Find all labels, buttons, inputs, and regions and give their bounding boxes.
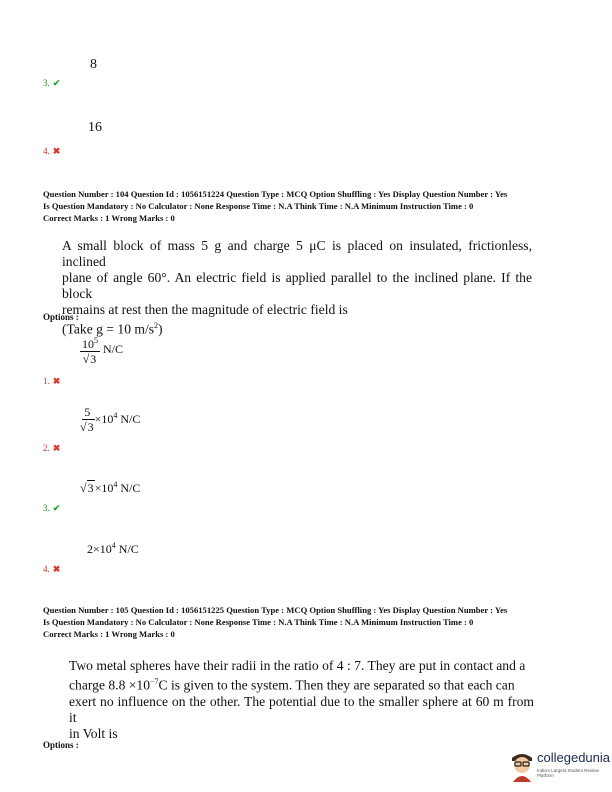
check-icon: ✔ xyxy=(52,503,61,513)
numerator: 5 xyxy=(84,405,91,419)
mascot-icon xyxy=(509,748,535,782)
q104-options-heading: Options : xyxy=(43,312,79,322)
q104-text-line3: remains at rest then the magnitude of electric field is xyxy=(62,302,348,317)
unit: N/C xyxy=(118,542,139,556)
cross-icon: ✖ xyxy=(52,564,61,574)
sqrt-symbol: √3 xyxy=(80,420,94,434)
q104-meta xyxy=(43,188,583,224)
q105-text-line2-post: C is given to the system. Then they are separated so that each can xyxy=(158,677,515,693)
prev-option-4-label xyxy=(43,146,60,157)
fraction xyxy=(80,406,95,434)
collegedunia-logo xyxy=(509,748,609,784)
q104-text-line1: A small block of mass 5 g and charge 5 μC is placed on insulated, frictionless, inclined xyxy=(62,238,532,269)
q104-text-line4 xyxy=(62,318,532,338)
q105-meta-line3: Correct Marks : 1 Wrong Marks : 0 xyxy=(43,629,175,639)
q104-option-1-value xyxy=(80,334,123,366)
q105-text-line3: exert no influence on the other. The potential due to the smaller sphere at 60 m from it xyxy=(69,693,534,725)
q104-text-line4-sup: 2 xyxy=(154,321,159,330)
unit: N/C xyxy=(103,341,124,356)
q105-text-line1: Two metal spheres have their radii in the ratio of 4 : 7. They are put in contact and a xyxy=(69,658,526,673)
fraction xyxy=(80,334,100,366)
brand-name: collegedunia xyxy=(537,750,611,765)
option-number: 4. xyxy=(43,564,50,574)
exponent: 5 xyxy=(94,336,98,345)
numerator: 10 xyxy=(82,337,94,351)
unit: N/C xyxy=(120,481,141,495)
base: 2×10 xyxy=(87,542,112,556)
exponent: 4 xyxy=(111,541,116,550)
q104-option-2-label xyxy=(43,443,60,454)
option-number: 1. xyxy=(43,376,50,386)
q104-text-line4-post: ) xyxy=(158,321,163,337)
q105-options-heading: Options : xyxy=(43,740,79,750)
q104-meta-line2: Is Question Mandatory : No Calculator : None Response Time : N.A Think Time : N.A Minimum Instruction Time : 0 xyxy=(43,201,474,211)
exponent: 4 xyxy=(113,480,118,489)
sqrt-symbol: √3 xyxy=(82,352,97,366)
q104-meta-line1: Question Number : 104 Question Id : 1056151224 Question Type : MCQ Option Shuffling : Yes Display Question Number : Yes xyxy=(43,189,508,199)
sqrt-symbol: √3 xyxy=(80,481,94,495)
radicand: 3 xyxy=(87,481,94,495)
option-number: 4. xyxy=(43,146,50,156)
q105-meta-line1: Question Number : 105 Question Id : 1056151225 Question Type : MCQ Option Shuffling : Yes Display Question Number : Yes xyxy=(43,605,508,615)
q105-text-line2-pre: charge 8.8 ×10 xyxy=(69,677,151,693)
q104-option-4-label xyxy=(43,564,60,575)
option-number: 3. xyxy=(43,503,50,513)
q104-question-text xyxy=(62,238,532,338)
exponent: 4 xyxy=(113,410,118,420)
times-ten: ×10 xyxy=(94,481,114,495)
radicand: 3 xyxy=(90,352,97,366)
q105-text-line4: in Volt is xyxy=(69,725,118,741)
prev-option-3-label xyxy=(43,78,60,89)
option-number: 3. xyxy=(43,78,50,88)
q105-text-line2 xyxy=(69,674,534,694)
prev-option-4-value: 16 xyxy=(88,120,102,135)
option-number: 2. xyxy=(43,443,50,453)
q104-option-3-label xyxy=(43,503,60,514)
radicand: 3 xyxy=(87,420,94,434)
q104-meta-line3: Correct Marks : 1 Wrong Marks : 0 xyxy=(43,213,175,223)
brand-tagline: India's Largest Student Review Platform xyxy=(537,768,599,778)
cross-icon: ✖ xyxy=(52,443,61,453)
prev-option-3-value: 8 xyxy=(90,57,97,72)
q104-option-3-value xyxy=(80,480,140,496)
q104-text-line2: plane of angle 60°. An electric field is applied parallel to the inclined plane. If the block xyxy=(62,270,532,301)
cross-icon: ✖ xyxy=(52,376,61,386)
q104-option-1-label xyxy=(43,376,60,387)
q104-text-line4-pre: (Take g = 10 m/s xyxy=(62,321,155,337)
q105-meta-line2: Is Question Mandatory : No Calculator : None Response Time : N.A Think Time : N.A Minimum Instruction Time : 0 xyxy=(43,617,474,627)
check-icon: ✔ xyxy=(52,78,61,88)
times-ten: ×10 xyxy=(94,411,114,426)
q104-option-4-value xyxy=(87,541,139,557)
cross-icon: ✖ xyxy=(52,146,61,156)
q105-text-line2-sup: −7 xyxy=(150,677,159,686)
q105-meta xyxy=(43,604,583,640)
unit: N/C xyxy=(120,411,141,426)
q104-option-2-value xyxy=(80,406,140,434)
q105-question-text xyxy=(69,658,534,742)
